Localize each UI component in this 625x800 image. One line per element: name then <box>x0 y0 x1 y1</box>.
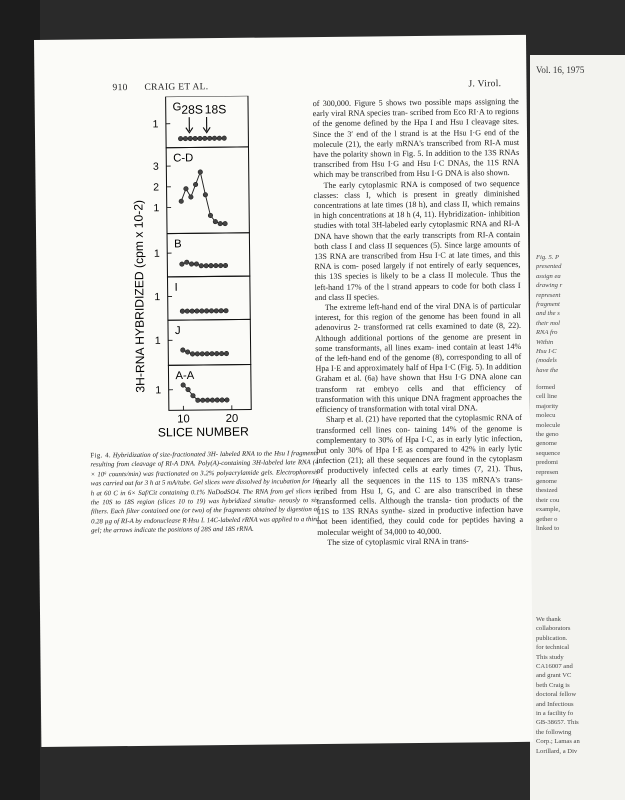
body-paragraph <box>315 301 522 415</box>
facing-page-line: presented <box>536 263 562 271</box>
data-point <box>225 398 230 403</box>
facing-page-line: collaborators <box>536 625 571 633</box>
facing-page-line: GB-38657. This <box>536 719 579 727</box>
facing-page-line: represent <box>536 291 561 299</box>
x-tick-label: 20 <box>225 412 239 425</box>
page-number: 910 <box>112 83 128 94</box>
facing-page-line: gether o <box>536 515 558 523</box>
y-tick-label: 1 <box>152 119 159 131</box>
facing-page-line: Within <box>536 338 554 346</box>
caption-line: cleavage of RI-A DNA. Poly(A)-containing 3H-labeled <box>129 459 284 469</box>
facing-page-line: (models <box>536 357 557 365</box>
facing-page-line: drawing r <box>536 282 563 290</box>
data-point <box>179 199 184 204</box>
body-line: Although additional portions of the genome are <box>315 331 488 343</box>
body-line: efficiency of transformation with total viral <box>315 403 459 415</box>
data-point <box>185 309 190 314</box>
body-line: cribed from Hsu I, G, and C are also transcribed <box>316 484 496 496</box>
facing-page-line: This study <box>536 653 564 661</box>
data-point <box>190 352 195 357</box>
facing-page-caption <box>536 253 625 375</box>
facing-page-line: their cou <box>536 496 560 504</box>
body-line: The early cytoplasmic RNA is composed of <box>323 179 475 190</box>
body-line: this 13S species is likely to be a class II <box>314 271 457 282</box>
facing-page-line: molecule <box>536 421 561 429</box>
data-point <box>185 350 190 355</box>
body-line: the 11S RNA which may be transcribed from <box>313 158 520 180</box>
data-point <box>181 383 186 388</box>
data-point <box>210 398 215 403</box>
y-axis-label: 3H-RNA HYBRIDIZED (cpm x 10-2) <box>131 199 148 393</box>
data-point <box>190 309 195 314</box>
body-line: only 30% of Hpa I·E as compared to 42% in early <box>329 443 508 455</box>
body-paragraph <box>317 536 523 548</box>
caption-line: of RI-A by endonuclease R·Hsu I. 14C-labeled rRNA <box>112 516 258 526</box>
data-point <box>223 263 228 268</box>
caption-line: 0.1% NaDodSO4. The RNA from gel slices in the 10S <box>90 487 319 507</box>
data-point <box>188 136 193 141</box>
data-point <box>200 398 205 403</box>
data-point <box>200 352 205 357</box>
facing-page-line: the geno <box>536 431 559 439</box>
body-line: inhibition studies with total 3H-labeled early <box>313 209 520 231</box>
facing-page-line: the following <box>536 728 572 736</box>
caption-line: was applied to a third gel; the arrows indicate the <box>91 515 320 535</box>
data-point <box>214 309 219 314</box>
body-line: The extreme left-hand end of the viral DNA is <box>324 301 481 313</box>
body-line: end of the molecule (21), the early mRNA's <box>313 127 520 149</box>
body-line: sized in productive infection have not been <box>317 505 523 527</box>
caption-line: Hybridization of size-fractionated 3H- <box>112 451 219 460</box>
caption-lead: Fig. 4. <box>90 452 112 460</box>
x-axis-label: SLICE NUMBER <box>157 424 249 440</box>
data-point <box>178 136 183 141</box>
data-point <box>195 309 200 314</box>
facing-page-line: We thank <box>536 616 561 623</box>
data-point <box>193 136 198 141</box>
facing-page-line: in a facility fo <box>536 710 574 718</box>
data-point <box>218 221 223 226</box>
body-line: (18 h), and class II, which remains in high <box>313 198 520 221</box>
facing-page-line: predomi <box>536 459 558 467</box>
data-point <box>183 136 188 141</box>
journal-page <box>34 35 533 747</box>
caption-line: to 18S region (slices 10 to 19) was hybridized simulta- <box>112 497 277 507</box>
data-point <box>184 260 189 265</box>
facing-page-line: sequence <box>536 449 561 457</box>
panel-label: B <box>174 238 182 251</box>
body-line: ined contain at least 14% of the left-hand end of <box>315 341 522 364</box>
data-point <box>209 263 214 268</box>
data-point <box>203 136 208 141</box>
data-point <box>224 308 229 313</box>
body-paragraph <box>313 97 520 181</box>
caption-line: incubation for 16 h at 60 C in 6× Saf/Cit containing <box>90 478 319 498</box>
data-point <box>212 136 217 141</box>
facing-page-line: their mol <box>536 319 560 327</box>
running-head-journal: J. Virol. <box>468 79 502 90</box>
body-line: large amounts of 13S RNA are transcribed from <box>314 239 521 262</box>
caption-line: 3.2% polyacrylamide gels. Electrophoresis was carried <box>90 468 319 488</box>
y-tick-label: 1 <box>155 385 162 397</box>
running-head-authors: CRAIG ET AL. <box>144 82 209 93</box>
facing-page-line: Lorillard, a Div <box>536 747 578 755</box>
body-line: in these transformed cells. Although the transla- <box>316 484 523 506</box>
y-tick-label: 3 <box>152 161 159 173</box>
body-line: of 300,000. Figure 5 shows two possible maps <box>312 97 475 109</box>
data-point <box>213 219 218 224</box>
panel-label: G <box>172 101 182 114</box>
label-28s: 28S <box>181 102 203 117</box>
panel-label: C-D <box>173 152 194 165</box>
caption-line: labeled RNA to the Hsu I fragments resulting from <box>90 450 319 469</box>
body-line: concentrations at 18 h (4, 11). Hybridization- <box>338 209 489 221</box>
body-line: cells and that efficiency of transformation with <box>315 382 522 404</box>
facing-page-line: for technical <box>536 644 570 652</box>
facing-page-line: represen <box>536 468 559 476</box>
data-point <box>219 309 224 314</box>
data-point <box>204 309 209 314</box>
data-point <box>199 264 204 269</box>
body-line: that the early transcripts from RI-A contain <box>375 229 521 241</box>
body-paragraph <box>313 179 520 304</box>
figure-caption <box>90 449 319 536</box>
data-point <box>180 262 185 267</box>
caption-line: two) of the fragments obtained by digestion of 0.28 µg <box>91 506 319 526</box>
facing-page-line: example, <box>536 506 560 514</box>
series-line <box>183 385 227 401</box>
data-point <box>198 136 203 141</box>
facing-page-line: assign ea <box>536 272 561 280</box>
body-line: 30% of Hpa I·C, as in early lytic infection, but <box>316 433 523 455</box>
body-line: molecule. Thus the left-hand 17% of the l strand <box>314 270 521 292</box>
body-line: Hsu I·C at late times, and this RNA is com- <box>314 249 521 272</box>
y-tick-label: 2 <box>153 182 160 194</box>
body-line: taining 14% of the genome is complementary to <box>316 423 523 445</box>
caption-line: late RNA (4 × 10⁶ counts/min) was fractionated on <box>90 459 319 479</box>
data-point <box>220 398 225 403</box>
data-point <box>205 352 210 357</box>
data-point <box>186 387 191 392</box>
data-point <box>214 351 219 356</box>
body-line: both class I and class II sequences (5). Since <box>314 240 465 251</box>
body-line: The size of cytoplasmic viral RNA in trans- <box>327 536 469 547</box>
body-line: cytoplasmic RNA of transformed cell lines con- <box>316 413 523 435</box>
data-point <box>189 262 194 267</box>
panel-label: A-A <box>175 369 195 383</box>
body-line: Since the 3′ end of the l strand is at the Hsu I·G <box>312 127 485 139</box>
data-point <box>223 221 228 226</box>
body-line: Hsu I·G DNA alone can transform rat embryo <box>315 372 522 394</box>
facing-page-line: linked to <box>536 525 560 533</box>
data-point <box>184 186 189 191</box>
body-line: tion products of the 11S to 13S RNAs synthe- <box>316 494 523 517</box>
data-point <box>218 263 223 268</box>
facing-page-line: RNA fro <box>536 329 558 337</box>
body-line: greatly diminished concentrations at late times <box>313 188 520 211</box>
facing-page-line: and the s <box>536 310 560 318</box>
facing-page-line: genome <box>536 478 557 486</box>
body-line: transformed rat cells examined to date (8, 22). <box>363 321 522 333</box>
body-line: genome has been found in all adenovirus 2- <box>314 311 521 333</box>
body-line: DNA. <box>458 403 478 413</box>
body-line: the genome (8), corresponding to all of Hpa I·E <box>315 351 522 374</box>
body-line: this unique DNA fragment approaches the <box>382 392 522 404</box>
data-point <box>194 262 199 267</box>
data-point <box>198 170 203 175</box>
caption-line: positions of 28S and 18S rRNA. <box>165 525 254 534</box>
facing-page-header: Vol. 16, 1975 <box>536 65 585 75</box>
data-point <box>219 351 224 356</box>
panel-frame <box>167 276 250 320</box>
body-line: shown in Fig. 5. In addition to the 13S RNAs <box>370 147 520 159</box>
body-line: scribed from Eco RI·A to regions of the genome <box>312 107 519 129</box>
label-18s: 18S <box>204 102 227 117</box>
facing-page-line: and grant VC <box>536 672 572 680</box>
facing-page-line: Hsu I·C <box>536 348 557 356</box>
data-point <box>205 398 210 403</box>
caption-line: out for 3 h at 5 mA/tube. Gel slices were dissolved by <box>122 478 270 488</box>
data-point <box>209 309 214 314</box>
data-point <box>222 136 227 141</box>
body-line: appears to code for both class I and class II <box>314 280 521 302</box>
data-point <box>215 398 220 403</box>
facing-page-line: fragment <box>536 301 560 309</box>
data-point <box>195 352 200 357</box>
body-line: molecular weight of 34,000 to 40,000. <box>317 526 442 537</box>
data-point <box>210 351 215 356</box>
body-line: species. <box>353 292 380 302</box>
body-line: assigning the early viral RNA species tran- <box>312 96 519 119</box>
figure-4-chart <box>35 95 301 443</box>
facing-page-line: Fig. 5. P <box>536 254 560 261</box>
data-point <box>224 351 229 356</box>
data-point <box>180 309 185 314</box>
data-point <box>207 136 212 141</box>
data-point <box>193 182 198 187</box>
facing-page-line: Corp.; Lamas an <box>536 738 580 746</box>
body-line: Sharp et al. (21) have reported that the <box>325 413 455 425</box>
body-line: transcribed from Hsu I·G and Hsu I·C DNAs, <box>313 158 474 170</box>
facing-page-line: formed <box>536 384 556 391</box>
body-line: present in some transformants, all lines exam- <box>315 331 522 353</box>
facing-page <box>530 55 625 800</box>
data-point <box>199 309 204 314</box>
body-line: and approximately half of Hpa I·C (Fig. 5). In <box>343 362 495 374</box>
data-point <box>189 195 194 200</box>
facing-page-line: genome <box>536 440 557 448</box>
y-tick-label: 1 <box>154 335 161 347</box>
facing-page-line: have the <box>536 366 559 374</box>
y-tick-label: 1 <box>153 248 160 260</box>
data-point <box>191 393 196 398</box>
y-tick-label: 1 <box>153 203 160 215</box>
body-text-column <box>313 97 524 548</box>
body-line: sequences in the 11S to 13S mRNA's trans- <box>367 474 523 486</box>
x-tick-label: 10 <box>177 413 190 426</box>
facing-page-line: thesized <box>536 487 558 495</box>
body-line: cytoplasmic RNA and RI-A DNA have shown <box>314 219 520 241</box>
data-point <box>214 263 219 268</box>
facing-page-line: CA16007 and <box>536 663 573 671</box>
body-paragraph <box>316 413 523 538</box>
facing-page-line: cell line <box>536 393 558 401</box>
body-line: found in the cytoplasm of productively infected <box>316 454 523 476</box>
body-line: defined by the Hpa I and Hsu I cleavage sites. <box>363 117 519 128</box>
body-line: cells at early times (7, 21). Thus, nearly all the <box>316 464 523 486</box>
facing-page-line: molecu <box>536 412 556 420</box>
body-line: identified, they could code for peptides having a <box>351 515 524 527</box>
body-line: lytic infection (21); all these sequences are <box>316 443 523 466</box>
data-point <box>181 348 186 353</box>
panel-label: I <box>174 281 178 294</box>
body-line: of particular interest, for this region of the <box>314 300 521 323</box>
y-tick-label: 1 <box>154 292 161 304</box>
facing-page-line: majority <box>536 402 559 410</box>
caption-line: neously to six filters. Each filter contained one (or <box>90 497 319 516</box>
data-point <box>208 213 213 218</box>
facing-page-line: publication. <box>536 634 568 642</box>
panel-label: J <box>174 324 181 338</box>
data-point <box>196 398 201 403</box>
facing-page-acknowledgments <box>536 615 625 756</box>
facing-page-line: beth Craig is <box>536 681 570 689</box>
data-point <box>217 136 222 141</box>
series-line <box>181 172 225 224</box>
body-line: transcribed from RI-A must have the polarity <box>313 137 520 160</box>
data-point <box>204 263 209 268</box>
body-line: posed largely if not entirely of early sequences, <box>361 260 521 271</box>
body-line: two sequence classes: class I, which is present in <box>313 178 520 200</box>
body-line: Hsu I·G DNA is also shown. <box>416 168 510 179</box>
facing-page-text <box>536 383 625 534</box>
data-point <box>203 192 208 197</box>
body-line: addition Graham et al. (6a) have shown that <box>315 362 522 384</box>
facing-page-line: doctoral fellow <box>536 691 577 699</box>
facing-page-line: and Infectious <box>536 700 574 708</box>
